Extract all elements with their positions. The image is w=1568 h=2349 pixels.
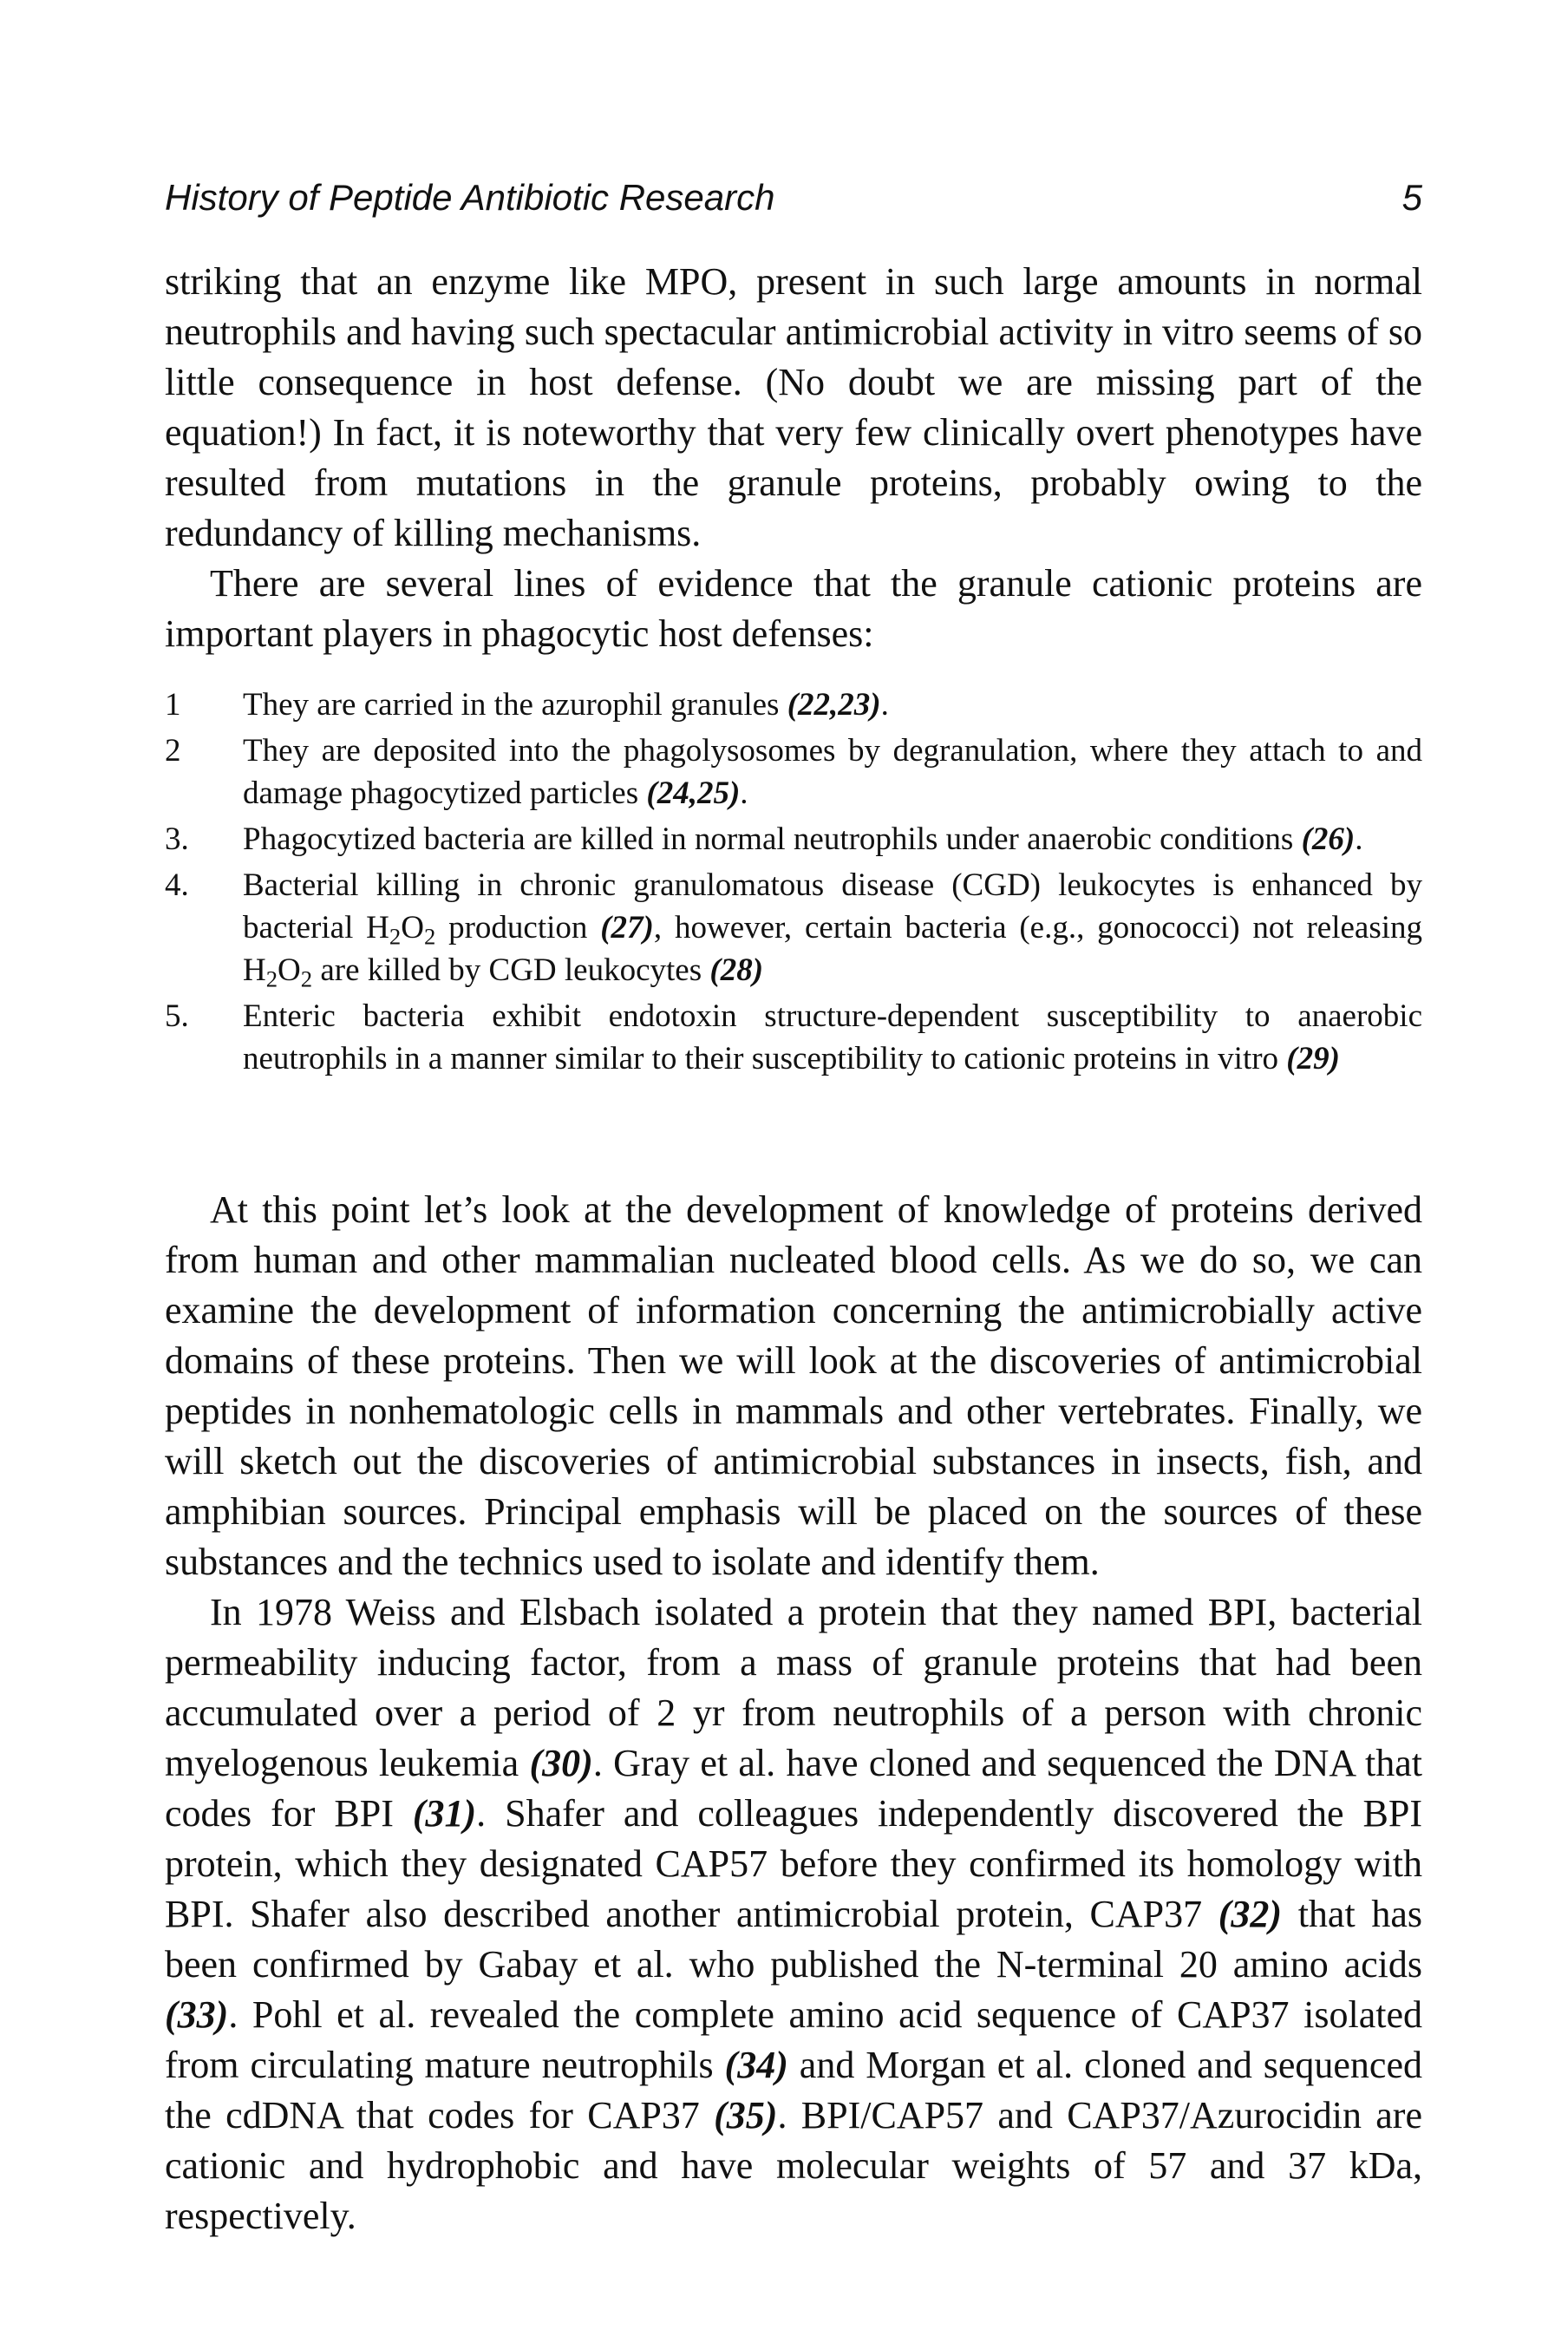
citation: (26) bbox=[1301, 821, 1356, 857]
citation: (27) bbox=[600, 910, 654, 945]
citation: (31) bbox=[412, 1792, 477, 1835]
list-item-number: 3. bbox=[165, 821, 189, 857]
citation: (22,23) bbox=[787, 687, 881, 723]
subscript: 2 bbox=[389, 923, 402, 950]
citation: (24,25) bbox=[646, 775, 741, 811]
list-item-text: Bacterial killing in chronic granulomatous disease (CGD) leukocytes is enhanced by bacterial H bbox=[243, 867, 1422, 945]
list-item-text: , however, certain bacteria (e.g., gonococci) not releasing H bbox=[243, 910, 1422, 988]
punctuation: . bbox=[880, 687, 889, 723]
subscript: 2 bbox=[300, 965, 313, 992]
paragraph-text: . Pohl et al. revealed the complete amino acid sequence of CAP37 isolated from circulating mature neutrophils bbox=[165, 1993, 1422, 2086]
list-item-text: O bbox=[278, 952, 301, 988]
citation: (34) bbox=[724, 2044, 788, 2086]
list-item-text: are killed by CGD leukocytes bbox=[312, 952, 710, 988]
running-header bbox=[165, 172, 1422, 224]
paragraph-text: In 1978 Weiss and Elsbach isolated a protein that they named BPI, bacterial permeability inducing factor, from a mass of granule proteins that had been accumulated over a period of 2 yr from neutrophils of a person with chronic myelogenous leukemia bbox=[165, 1591, 1422, 1784]
subscript: 2 bbox=[423, 923, 436, 950]
list-item-number: 4. bbox=[165, 867, 189, 903]
evidence-list bbox=[165, 684, 1422, 1083]
list-item-text: O bbox=[401, 910, 424, 945]
punctuation: . bbox=[1355, 821, 1363, 857]
list-item-text: production bbox=[435, 910, 601, 945]
body-paragraph-1: At this point let’s look at the development of knowledge of proteins derived from human and other mammalian nucleated blood cells. As we do so, we can examine the development of information concerning the antimicrobially active domains of these proteins. Then we will look at the discoveries of antimicrobial peptides in nonhematologic cells in mammals and other vertebrates. Finally, we will sketch out the discoveries of antimicrobial substances in insects, fish, and amphibian sources. Principal emphasis will be placed on the sources of these substances and the technics used to isolate and identify them. bbox=[165, 1188, 1422, 1583]
list-item-text: They are deposited into the phagolysosomes by degranulation, where they attach to and damage phagocytized particles bbox=[243, 733, 1422, 811]
paragraph-text: and Morgan et al. cloned and sequenced the cdDNA that codes for CAP37 bbox=[165, 2044, 1422, 2136]
paragraph-text: that has been confirmed by Gabay et al. who published the N-terminal 20 amino acids bbox=[165, 1893, 1422, 1986]
running-title: History of Peptide Antibiotic Research bbox=[165, 177, 775, 218]
list-item-number: 2 bbox=[165, 733, 181, 769]
citation: (28) bbox=[709, 952, 764, 988]
intro-paragraph-1: striking that an enzyme like MPO, present in such large amounts in normal neutrophils and having such spectacular antimicrobial activity in vitro seems of so little consequence in host defense. (No doubt we are missing part of the equation!) In fact, it is noteworthy that very few clinically overt phenotypes have resulted from mutations in the granule proteins, probably owing to the redundancy of killing mechanisms. bbox=[165, 260, 1422, 554]
punctuation: . bbox=[740, 775, 748, 811]
citation: (33) bbox=[165, 1993, 229, 2036]
list-item-text: They are carried in the azurophil granules bbox=[243, 687, 780, 723]
page-number: 5 bbox=[1401, 177, 1422, 218]
paragraph-text: . BPI/CAP57 and CAP37/Azurocidin are cationic and hydrophobic and have molecular weights of 57 and 37 kDa, respectively. bbox=[165, 2094, 1422, 2237]
citation: (30) bbox=[529, 1742, 593, 1784]
intro-section bbox=[165, 257, 1422, 659]
list-item bbox=[165, 995, 1422, 1080]
citation: (35) bbox=[714, 2094, 778, 2136]
list-item-text: Enteric bacteria exhibit endotoxin structure-dependent susceptibility to anaerobic neutrophils in a manner similar to their susceptibility to cationic proteins in vitro bbox=[243, 998, 1422, 1076]
body-paragraph-2 bbox=[165, 1587, 1422, 2241]
citation: (32) bbox=[1218, 1893, 1283, 1935]
list-item-number: 1 bbox=[165, 687, 181, 723]
list-item-text: Phagocytized bacteria are killed in normal neutrophils under anaerobic conditions bbox=[243, 821, 1294, 857]
list-item-number: 5. bbox=[165, 998, 189, 1034]
list-item bbox=[165, 818, 1422, 860]
main-section bbox=[165, 1185, 1422, 2241]
list-item bbox=[165, 684, 1422, 726]
list-item bbox=[165, 730, 1422, 815]
paragraph-text: . Shafer and colleagues independently discovered the BPI protein, which they designated CAP57 before they confirmed its homology with BPI. Shafer also described another antimicrobial protein, CAP37 bbox=[165, 1792, 1422, 1935]
intro-paragraph-2: There are several lines of evidence that the granule cationic proteins are important players in phagocytic host defenses: bbox=[165, 562, 1422, 655]
list-item bbox=[165, 864, 1422, 991]
citation: (29) bbox=[1286, 1041, 1340, 1076]
paragraph-text: . Gray et al. have cloned and sequenced the DNA that codes for BPI bbox=[165, 1742, 1422, 1835]
subscript: 2 bbox=[265, 965, 278, 992]
